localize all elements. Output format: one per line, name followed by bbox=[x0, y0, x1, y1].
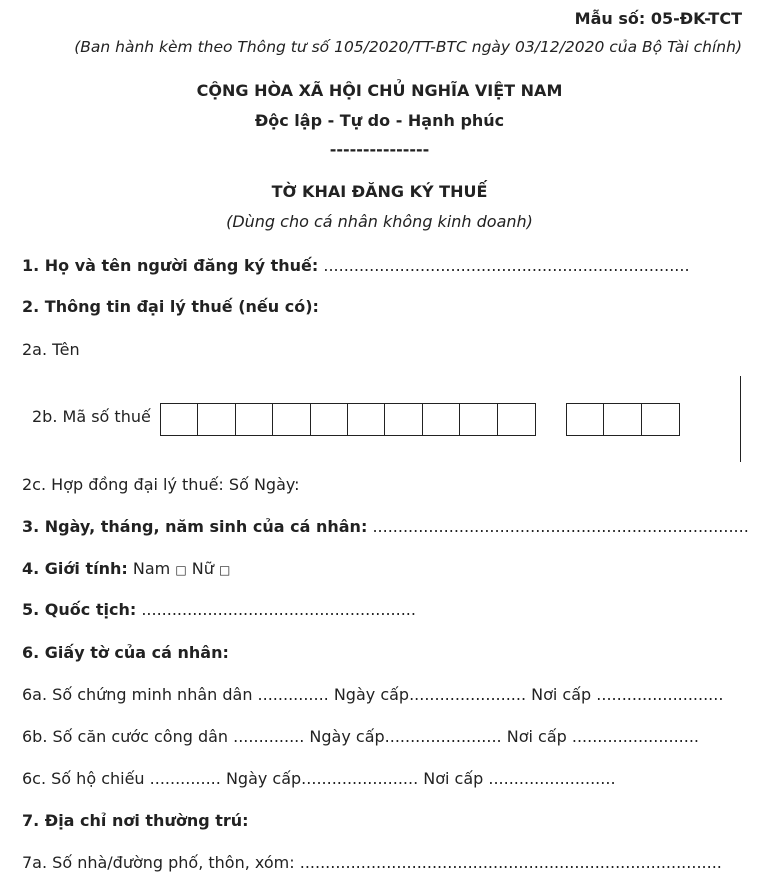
field-5-nationality bbox=[22, 600, 416, 619]
field-6b-citizen-id: 6b. Số căn cước công dân .............. Ngày cấp....................... Nơi cấp ......................... bbox=[22, 727, 700, 746]
field-1-full-name bbox=[22, 256, 690, 275]
nation-heading: CỘNG HÒA XÃ HỘI CHỦ NGHĨA VIỆT NAM bbox=[196, 81, 563, 100]
tax-code-boxes[interactable] bbox=[160, 403, 536, 436]
tax-code-box[interactable] bbox=[236, 404, 273, 435]
field-6c-passport: 6c. Số hộ chiếu .............. Ngày cấp....................... Nơi cấp ......................... bbox=[22, 769, 616, 788]
field-2b-tax-code-label: 2b. Mã số thuế bbox=[32, 407, 151, 426]
field-7a-street: 7a. Số nhà/đường phố, thôn, xóm: ................................................................................... bbox=[22, 853, 722, 872]
field-1-label: 1. Họ và tên người đăng ký thuế: bbox=[22, 256, 319, 275]
field-2c-contract: 2c. Hợp đồng đại lý thuế: Số Ngày: bbox=[22, 475, 300, 494]
gender-female-checkbox[interactable]: □ bbox=[218, 563, 231, 577]
tax-code-box[interactable] bbox=[348, 404, 385, 435]
tax-code-box[interactable] bbox=[198, 404, 235, 435]
tax-code-suffix-box[interactable] bbox=[642, 404, 679, 435]
tax-code-suffix-boxes[interactable] bbox=[566, 403, 680, 436]
tax-code-box[interactable] bbox=[385, 404, 422, 435]
field-7-permanent-address: 7. Địa chỉ nơi thường trú: bbox=[22, 811, 249, 830]
tax-code-box[interactable] bbox=[498, 404, 535, 435]
motto: Độc lập - Tự do - Hạnh phúc bbox=[254, 111, 505, 130]
tax-code-box[interactable] bbox=[273, 404, 310, 435]
field-5-dots: ...................................................... bbox=[141, 600, 416, 619]
gender-female-label: Nữ bbox=[191, 559, 214, 578]
tax-code-box[interactable] bbox=[161, 404, 198, 435]
margin-line bbox=[740, 376, 741, 462]
tax-code-suffix-box[interactable] bbox=[604, 404, 641, 435]
tax-code-box[interactable] bbox=[423, 404, 460, 435]
field-3-label: 3. Ngày, tháng, năm sinh của cá nhân: bbox=[22, 517, 368, 536]
field-1-dots: ........................................................................ bbox=[323, 256, 690, 275]
tax-code-box[interactable] bbox=[311, 404, 348, 435]
gender-male-checkbox[interactable]: □ bbox=[175, 563, 187, 577]
tax-code-suffix-box[interactable] bbox=[567, 404, 604, 435]
gender-male-label: Nam bbox=[132, 559, 171, 578]
field-5-label: 5. Quốc tịch: bbox=[22, 600, 137, 619]
field-3-dots: .......................................................................... bbox=[372, 517, 749, 536]
field-6a-id-card: 6a. Số chứng minh nhân dân .............. Ngày cấp....................... Nơi cấp ......................... bbox=[22, 685, 724, 704]
field-6-documents: 6. Giấy tờ của cá nhân: bbox=[22, 643, 229, 662]
field-2a-name: 2a. Tên bbox=[22, 340, 80, 359]
form-subtitle: (Dùng cho cá nhân không kinh doanh) bbox=[226, 212, 533, 231]
field-4-gender bbox=[22, 559, 230, 578]
tax-code-box[interactable] bbox=[460, 404, 497, 435]
field-4-label: 4. Giới tính: bbox=[22, 559, 128, 578]
separator-line: --------------- bbox=[329, 140, 430, 159]
field-3-birth-date bbox=[22, 517, 749, 536]
form-number: Mẫu số: 05-ĐK-TCT bbox=[574, 9, 742, 28]
form-title: TỜ KHAI ĐĂNG KÝ THUẾ bbox=[271, 182, 488, 201]
field-2-tax-agent: 2. Thông tin đại lý thuế (nếu có): bbox=[22, 297, 319, 316]
issuance-note: (Ban hành kèm theo Thông tư số 105/2020/TT-BTC ngày 03/12/2020 của Bộ Tài chính) bbox=[74, 38, 742, 56]
